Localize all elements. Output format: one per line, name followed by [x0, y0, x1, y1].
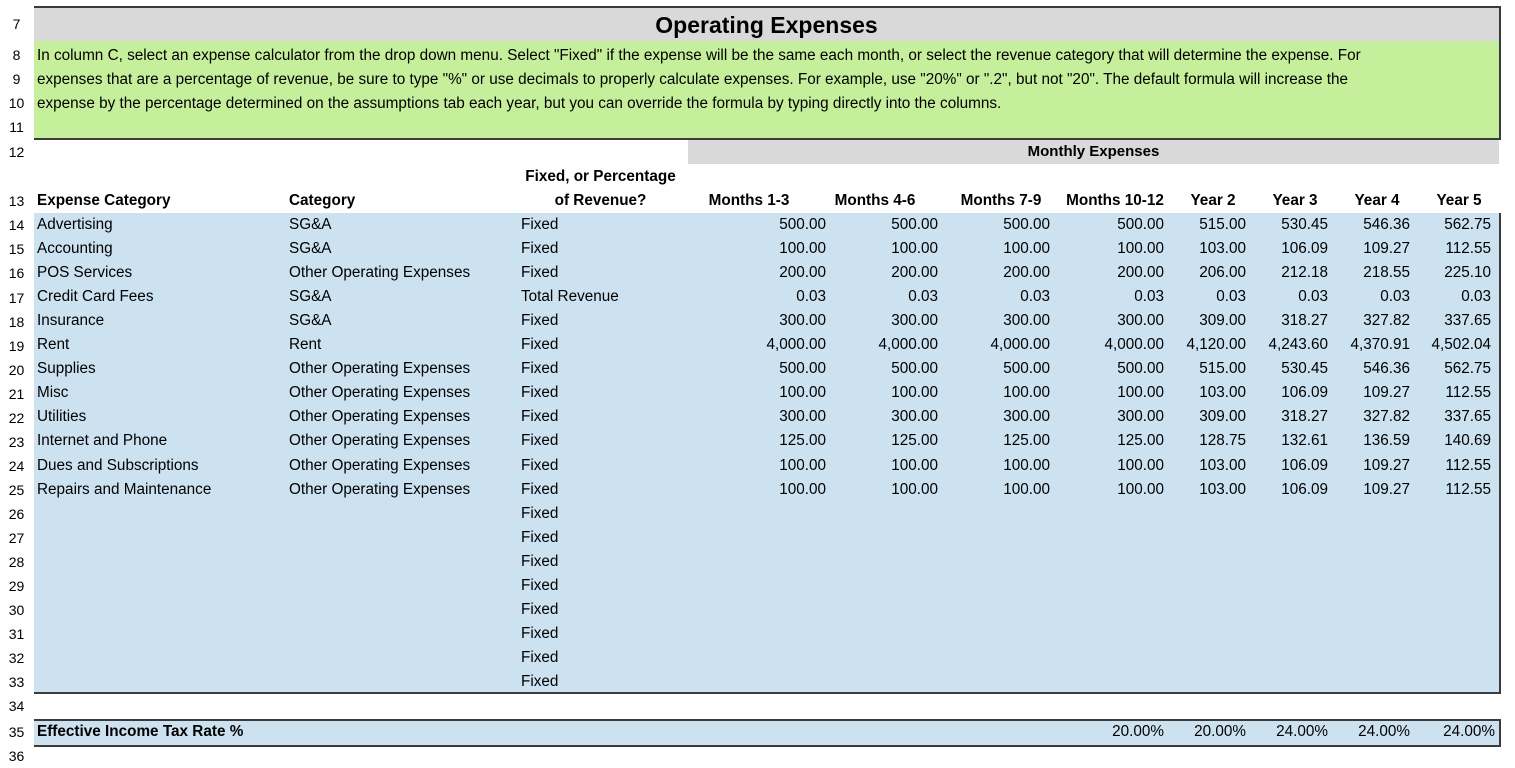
expense-value-cell[interactable]: 300.00: [1003, 312, 1050, 330]
expense-value-cell[interactable]: 309.00: [1199, 408, 1246, 426]
header-period: Months 4-6: [834, 192, 916, 209]
expense-value-cell[interactable]: 4,000.00: [766, 336, 826, 354]
calc-method-cell[interactable]: Fixed: [521, 672, 559, 690]
expense-value-cell[interactable]: 4,243.60: [1268, 336, 1328, 354]
expense-value-cell[interactable]: 140.69: [1444, 432, 1491, 450]
expense-value-cell[interactable]: 225.10: [1444, 264, 1491, 282]
expense-name-cell[interactable]: Utilities: [37, 408, 87, 426]
expense-value-cell[interactable]: 136.59: [1363, 432, 1410, 450]
expense-value-cell[interactable]: 327.82: [1363, 312, 1410, 330]
header-period: Months 10-12: [1066, 192, 1164, 209]
expense-name-cell[interactable]: Internet and Phone: [37, 432, 168, 450]
row-header[interactable]: 36: [8, 748, 25, 764]
row-header[interactable]: 15: [8, 241, 25, 257]
row-header[interactable]: 10: [8, 95, 25, 111]
expense-value-cell[interactable]: 103.00: [1199, 240, 1246, 258]
expense-value-cell[interactable]: 562.75: [1444, 216, 1491, 233]
expense-category-cell[interactable]: Other Operating Expenses: [289, 384, 471, 402]
row-header[interactable]: 26: [8, 506, 25, 522]
expense-value-cell[interactable]: 100.00: [891, 240, 938, 258]
expense-value-cell[interactable]: 200.00: [1003, 264, 1050, 282]
expense-value-cell[interactable]: 106.09: [1281, 480, 1328, 498]
expense-value-cell[interactable]: 0.03: [1298, 288, 1328, 306]
title-band: [34, 6, 1501, 43]
expense-value-cell[interactable]: 500.00: [891, 360, 938, 378]
expense-value-cell[interactable]: 4,120.00: [1186, 336, 1246, 354]
expense-value-cell[interactable]: 212.18: [1281, 264, 1328, 282]
expense-value-cell[interactable]: 109.27: [1363, 384, 1410, 402]
row-header[interactable]: 18: [8, 314, 25, 330]
expense-value-cell[interactable]: 106.09: [1281, 384, 1328, 402]
expense-value-cell[interactable]: 132.61: [1281, 432, 1328, 450]
row-header[interactable]: 25: [8, 482, 25, 498]
calc-method-cell[interactable]: Fixed: [521, 408, 559, 426]
calc-method-cell[interactable]: Fixed: [521, 648, 559, 666]
expense-value-cell[interactable]: 0.03: [1216, 288, 1246, 306]
expense-value-cell[interactable]: 100.00: [779, 384, 826, 402]
expense-value-cell[interactable]: 106.09: [1281, 456, 1328, 474]
expense-value-cell[interactable]: 500.00: [1003, 216, 1050, 233]
expense-value-cell[interactable]: 100.00: [891, 480, 938, 498]
calc-method-cell[interactable]: Fixed: [521, 528, 559, 546]
calc-method-cell[interactable]: Fixed: [521, 312, 559, 330]
calc-method-cell[interactable]: Fixed: [521, 552, 559, 570]
expense-value-cell[interactable]: 0.03: [908, 288, 938, 306]
expense-value-cell[interactable]: 100.00: [779, 240, 826, 258]
expense-value-cell[interactable]: 515.00: [1199, 360, 1246, 378]
expense-value-cell[interactable]: 562.75: [1444, 360, 1491, 378]
expense-value-cell[interactable]: 103.00: [1199, 480, 1246, 498]
expense-value-cell[interactable]: 200.00: [1117, 264, 1164, 282]
row-header[interactable]: 17: [8, 290, 25, 306]
expense-category-cell[interactable]: Other Operating Expenses: [289, 480, 471, 498]
instructions-line: expense by the percentage determined on the assumptions tab each year, but you can override the formula by typing directly into the columns.: [37, 95, 1002, 112]
expense-value-cell[interactable]: 0.03: [1461, 288, 1491, 306]
header-period: Year 2: [1190, 192, 1236, 209]
row-header[interactable]: 9: [12, 71, 21, 87]
expense-value-cell[interactable]: 200.00: [779, 264, 826, 282]
expense-value-cell[interactable]: 309.00: [1199, 312, 1246, 330]
expense-value-cell[interactable]: 100.00: [1117, 456, 1164, 474]
expense-value-cell[interactable]: 125.00: [779, 432, 826, 450]
row-header[interactable]: 27: [8, 530, 25, 546]
expense-name-cell[interactable]: Credit Card Fees: [37, 288, 154, 306]
expense-value-cell[interactable]: 300.00: [779, 312, 826, 330]
expense-value-cell[interactable]: 100.00: [891, 384, 938, 402]
calc-method-cell[interactable]: Fixed: [521, 264, 559, 282]
expense-value-cell[interactable]: 300.00: [1117, 312, 1164, 330]
calc-method-cell[interactable]: Fixed: [521, 240, 559, 258]
monthly-expenses-header-band: [688, 140, 1499, 164]
expense-name-cell[interactable]: Insurance: [37, 312, 105, 330]
expense-value-cell[interactable]: 125.00: [1003, 432, 1050, 450]
expense-category-cell[interactable]: Other Operating Expenses: [289, 408, 471, 426]
row-header[interactable]: 22: [8, 410, 25, 426]
expense-value-cell[interactable]: 530.45: [1281, 216, 1328, 233]
row-header[interactable]: 11: [9, 119, 24, 135]
expense-value-cell[interactable]: 112.55: [1445, 384, 1491, 402]
row-header[interactable]: 28: [8, 554, 25, 570]
calc-method-cell[interactable]: Fixed: [521, 216, 559, 233]
expense-category-cell[interactable]: SG&A: [289, 216, 332, 233]
expense-category-cell[interactable]: SG&A: [289, 288, 332, 306]
expense-value-cell[interactable]: 500.00: [891, 216, 938, 233]
expense-value-cell[interactable]: 218.55: [1363, 264, 1410, 282]
expense-value-cell[interactable]: 4,000.00: [1104, 336, 1164, 354]
expense-value-cell[interactable]: 500.00: [1117, 216, 1164, 233]
expense-value-cell[interactable]: 103.00: [1199, 456, 1246, 474]
tax-rate-label: Effective Income Tax Rate %: [37, 723, 244, 740]
expense-value-cell[interactable]: 206.00: [1199, 264, 1246, 282]
expense-value-cell[interactable]: 515.00: [1199, 216, 1246, 233]
expense-value-cell[interactable]: 100.00: [779, 480, 826, 498]
calc-method-cell[interactable]: Fixed: [521, 432, 559, 450]
expense-value-cell[interactable]: 318.27: [1281, 408, 1328, 426]
expense-value-cell[interactable]: 500.00: [1003, 360, 1050, 378]
row-header[interactable]: 24: [8, 458, 25, 474]
row-header[interactable]: 20: [8, 362, 25, 378]
expense-name-cell[interactable]: Dues and Subscriptions: [37, 456, 199, 474]
expense-value-cell[interactable]: 109.27: [1363, 240, 1410, 258]
row-header[interactable]: 12: [8, 144, 25, 160]
expense-value-cell[interactable]: 4,000.00: [990, 336, 1050, 354]
expense-value-cell[interactable]: 100.00: [1003, 240, 1050, 258]
expense-value-cell[interactable]: 100.00: [1003, 384, 1050, 402]
expense-value-cell[interactable]: 300.00: [1117, 408, 1164, 426]
expense-value-cell[interactable]: 109.27: [1363, 480, 1410, 498]
expense-value-cell[interactable]: 112.55: [1445, 240, 1491, 258]
row-header[interactable]: 30: [8, 602, 25, 618]
calc-method-cell[interactable]: Fixed: [521, 624, 559, 642]
calc-method-cell[interactable]: Fixed: [521, 336, 559, 354]
calc-method-cell[interactable]: Fixed: [521, 504, 559, 522]
expense-value-cell[interactable]: 0.03: [796, 288, 826, 306]
row-header[interactable]: 13: [8, 193, 25, 209]
header-category: Category: [289, 192, 356, 209]
expense-name-cell[interactable]: Advertising: [37, 216, 113, 233]
expense-value-cell[interactable]: 500.00: [1117, 360, 1164, 378]
expense-value-cell[interactable]: 112.55: [1445, 480, 1491, 498]
expense-value-cell[interactable]: 125.00: [891, 432, 938, 450]
row-header[interactable]: 8: [12, 47, 21, 63]
expense-value-cell[interactable]: 300.00: [779, 408, 826, 426]
expense-name-cell[interactable]: Supplies: [37, 360, 96, 378]
header-period: Year 5: [1436, 192, 1482, 209]
row-header[interactable]: 32: [8, 650, 25, 666]
expense-value-cell[interactable]: 112.55: [1445, 456, 1491, 474]
expense-value-cell[interactable]: 546.36: [1363, 360, 1410, 378]
expense-value-cell[interactable]: 337.65: [1444, 408, 1491, 426]
row-header[interactable]: 16: [8, 265, 25, 281]
expense-value-cell[interactable]: 327.82: [1363, 408, 1410, 426]
expense-value-cell[interactable]: 106.09: [1281, 240, 1328, 258]
expense-category-cell[interactable]: SG&A: [289, 312, 332, 330]
expense-value-cell[interactable]: 0.03: [1020, 288, 1050, 306]
expense-value-cell[interactable]: 100.00: [779, 456, 826, 474]
expense-name-cell[interactable]: Repairs and Maintenance: [37, 480, 212, 498]
calc-method-cell[interactable]: Fixed: [521, 600, 559, 618]
row-header[interactable]: 35: [8, 724, 25, 740]
expense-category-cell[interactable]: Rent: [289, 336, 322, 354]
calc-method-cell[interactable]: Fixed: [521, 576, 559, 594]
expense-category-cell[interactable]: Other Operating Expenses: [289, 432, 471, 450]
row-header[interactable]: 33: [8, 674, 25, 690]
header-period: Months 1-3: [708, 192, 790, 209]
expense-value-cell[interactable]: 530.45: [1281, 360, 1328, 378]
expense-value-cell[interactable]: 100.00: [1003, 480, 1050, 498]
tax-rate-value[interactable]: 20.00%: [1112, 723, 1164, 740]
calc-method-cell[interactable]: Fixed: [521, 384, 559, 402]
calc-method-cell[interactable]: Total Revenue: [521, 288, 619, 306]
expense-category-cell[interactable]: Other Operating Expenses: [289, 360, 471, 378]
tax-rate-value[interactable]: 20.00%: [1194, 723, 1246, 740]
expense-value-cell[interactable]: 300.00: [891, 408, 938, 426]
calc-method-cell[interactable]: Fixed: [521, 480, 559, 498]
instructions-line: In column C, select an expense calculator from the drop down menu. Select "Fixed" if the expense will be the same each month, or select the revenue category that will determine the expense. For: [37, 47, 1361, 64]
row-header[interactable]: 21: [8, 386, 25, 402]
expense-value-cell[interactable]: 100.00: [1117, 240, 1164, 258]
expense-name-cell[interactable]: Misc: [37, 384, 69, 402]
row-header[interactable]: 34: [8, 698, 25, 714]
row-header[interactable]: 31: [8, 626, 25, 642]
expense-name-cell[interactable]: POS Services: [37, 264, 133, 282]
row-header[interactable]: 19: [8, 338, 25, 354]
expense-value-cell[interactable]: 300.00: [891, 312, 938, 330]
row-header[interactable]: 7: [12, 16, 21, 32]
row-header[interactable]: 29: [8, 578, 25, 594]
calc-method-cell[interactable]: Fixed: [521, 456, 559, 474]
expense-value-cell[interactable]: 100.00: [1117, 384, 1164, 402]
monthly-expenses-header: Monthly Expenses: [1027, 143, 1160, 160]
expense-value-cell[interactable]: 109.27: [1363, 456, 1410, 474]
expense-value-cell[interactable]: 4,000.00: [878, 336, 938, 354]
expense-name-cell[interactable]: Rent: [37, 336, 70, 354]
expense-value-cell[interactable]: 318.27: [1281, 312, 1328, 330]
expense-value-cell[interactable]: 128.75: [1199, 432, 1246, 450]
expense-name-cell[interactable]: Accounting: [37, 240, 113, 258]
expense-value-cell[interactable]: 300.00: [1003, 408, 1050, 426]
expense-value-cell[interactable]: 0.03: [1380, 288, 1410, 306]
instructions-text[interactable]: [37, 44, 1477, 116]
instructions-line: expenses that are a percentage of revenue, be sure to type "%" or use decimals to properly calculate expenses. For example, use "20%" or ".2", but not "20". The default formula will increase the: [37, 71, 1348, 88]
header-calc-line2: of Revenue?: [554, 192, 647, 209]
row-header[interactable]: 14: [8, 217, 25, 233]
instructions-band: [34, 41, 1501, 140]
expense-value-cell[interactable]: 100.00: [891, 456, 938, 474]
expense-value-cell[interactable]: 500.00: [779, 360, 826, 378]
expense-category-cell[interactable]: Other Operating Expenses: [289, 264, 471, 282]
expense-value-cell[interactable]: 546.36: [1363, 216, 1410, 233]
expense-value-cell[interactable]: 100.00: [1117, 480, 1164, 498]
tax-rate-value[interactable]: 24.00%: [1443, 723, 1495, 740]
expense-value-cell[interactable]: 200.00: [891, 264, 938, 282]
tax-rate-value[interactable]: 24.00%: [1276, 723, 1328, 740]
expense-value-cell[interactable]: 4,502.04: [1431, 336, 1491, 354]
expense-category-cell[interactable]: SG&A: [289, 240, 332, 258]
header-calc-line1: Fixed, or Percentage: [525, 168, 676, 185]
expense-value-cell[interactable]: 0.03: [1134, 288, 1164, 306]
page-title: Operating Expenses: [655, 12, 878, 38]
header-period: Year 4: [1354, 192, 1400, 209]
expense-value-cell[interactable]: 4,370.91: [1350, 336, 1410, 354]
row-header[interactable]: 23: [8, 434, 25, 450]
header-period: Year 3: [1272, 192, 1318, 209]
calc-method-cell[interactable]: Fixed: [521, 360, 559, 378]
header-period: Months 7-9: [960, 192, 1042, 209]
expense-value-cell[interactable]: 103.00: [1199, 384, 1246, 402]
expense-value-cell[interactable]: 100.00: [1003, 456, 1050, 474]
expense-value-cell[interactable]: 337.65: [1444, 312, 1491, 330]
header-expense-category: Expense Category: [37, 192, 171, 209]
expense-category-cell[interactable]: Other Operating Expenses: [289, 456, 471, 474]
tax-rate-value[interactable]: 24.00%: [1358, 723, 1410, 740]
expense-value-cell[interactable]: 125.00: [1117, 432, 1164, 450]
expense-value-cell[interactable]: 500.00: [779, 216, 826, 233]
